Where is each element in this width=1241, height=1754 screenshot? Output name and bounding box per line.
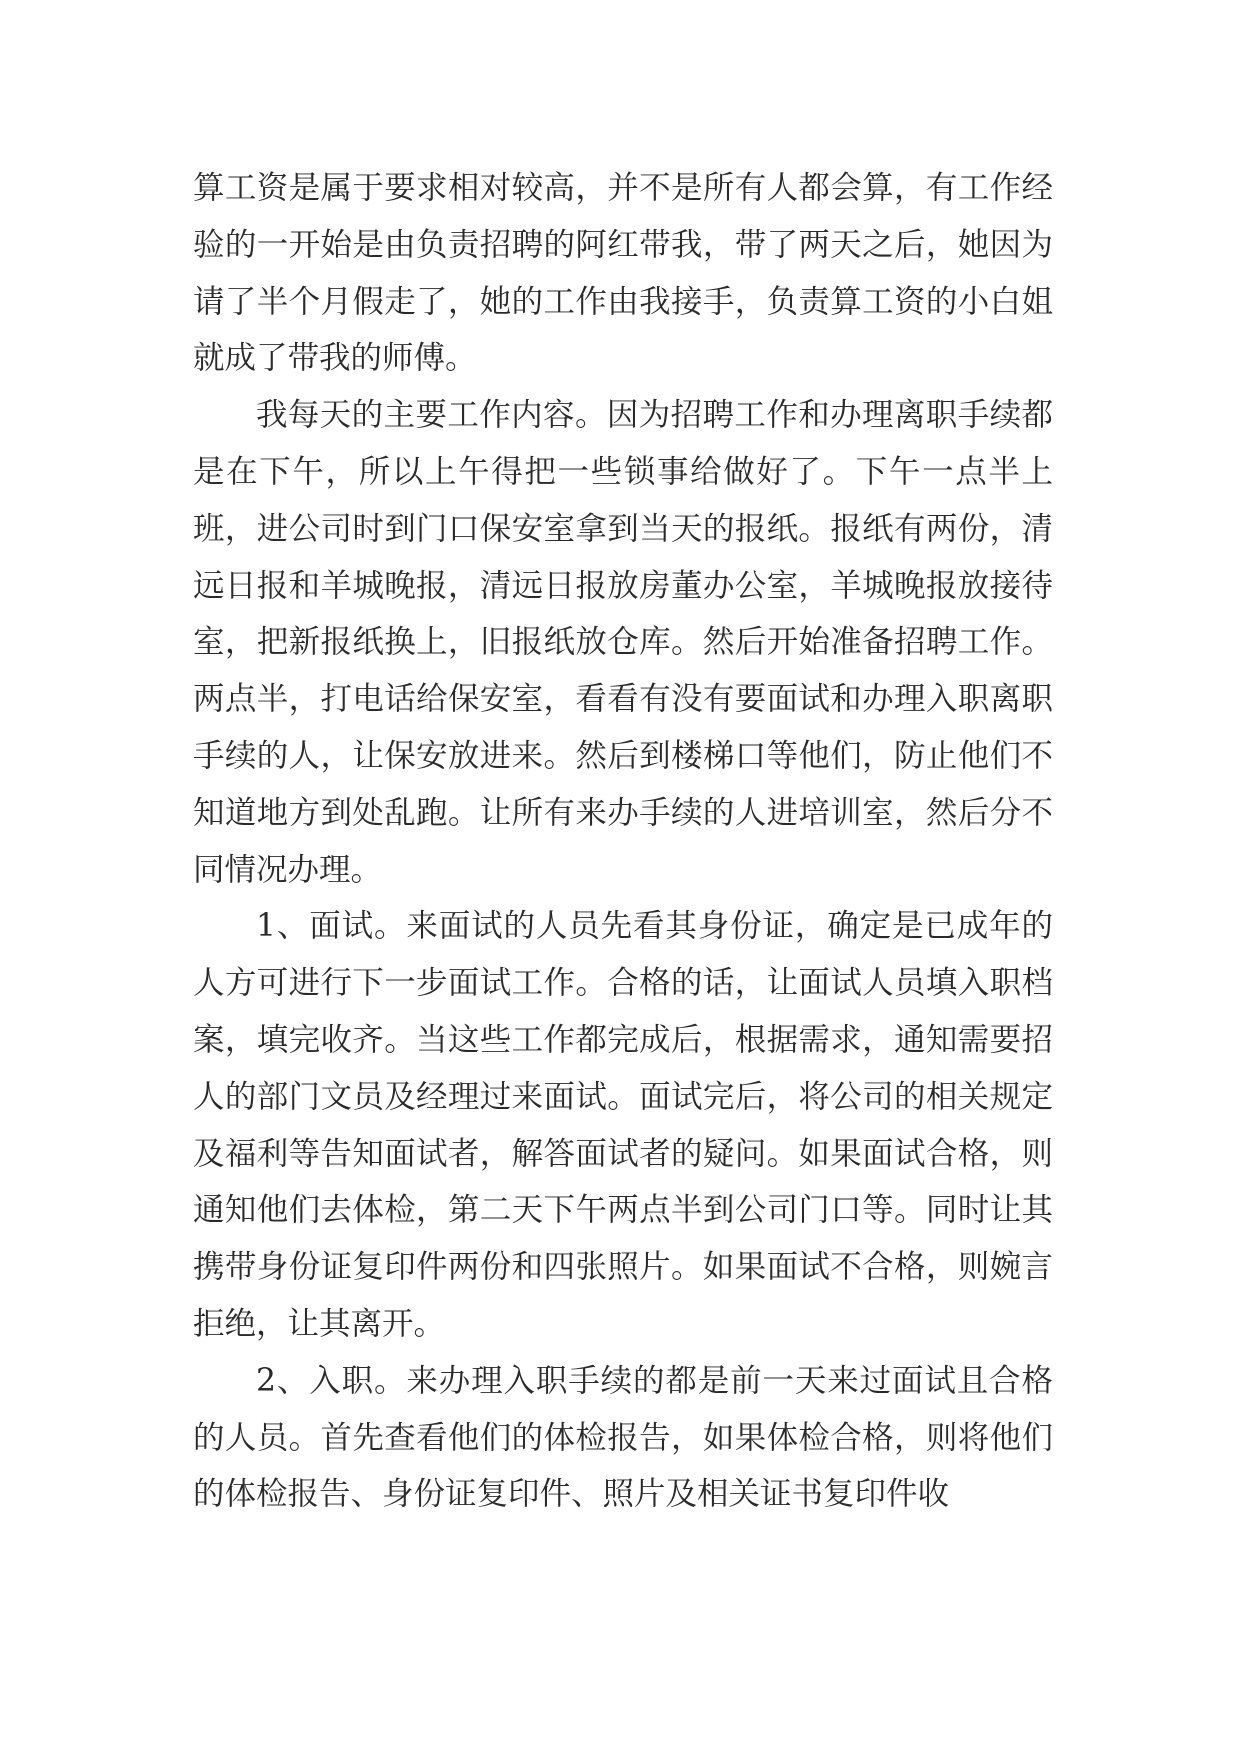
paragraph-interview: 1、面试。来面试的人员先看其身份证，确定是已成年的人方可进行下一步面试工作。合格的话，让面试人员填入职档案，填完收齐。当这些工作都完成后，根据需求，通知需要招人的部门文员及经理过来面试。面试完后，将公司的相关规定及福利等告知面试者，解答面试者的疑问。如果面试合格，则通知他们去体检，第二天下午两点半到公司门口等。同时让其携带身份证复印件两份和四张照片。如果面试不合格，则婉言拒绝，让其离开。 (193, 908, 1053, 1342)
paragraph-onboarding: 2、入职。来办理入职手续的都是前一天来过面试且合格的人员。首先查看他们的体检报告，如果体检合格，则将他们的体检报告、身份证复印件、照片及相关证书复印件收 (193, 1362, 1053, 1513)
paragraph-continuation: 算工资是属于要求相对较高，并不是所有人都会算，有工作经验的一开始是由负责招聘的阿红带我，带了两天之后，她因为请了半个月假走了，她的工作由我接手，负责算工资的小白姐就成了带我的师傅。 (193, 170, 1053, 377)
paragraph-daily-work: 我每天的主要工作内容。因为招聘工作和办理离职手续都是在下午，所以上午得把一些锁事给做好了。下午一点半上班，进公司时到门口保安室拿到当天的报纸。报纸有两份，清远日报和羊城晚报，清远日报放房董办公室，羊城晚报放接待室，把新报纸换上，旧报纸放仓库。然后开始准备招聘工作。两点半，打电话给保安室，看看有没有要面试和办理入职离职手续的人，让保安放进来。然后到楼梯口等他们，防止他们不知道地方到处乱跑。让所有来办手续的人进培训室，然后分不同情况办理。 (193, 397, 1053, 888)
document-body (193, 160, 1053, 1523)
